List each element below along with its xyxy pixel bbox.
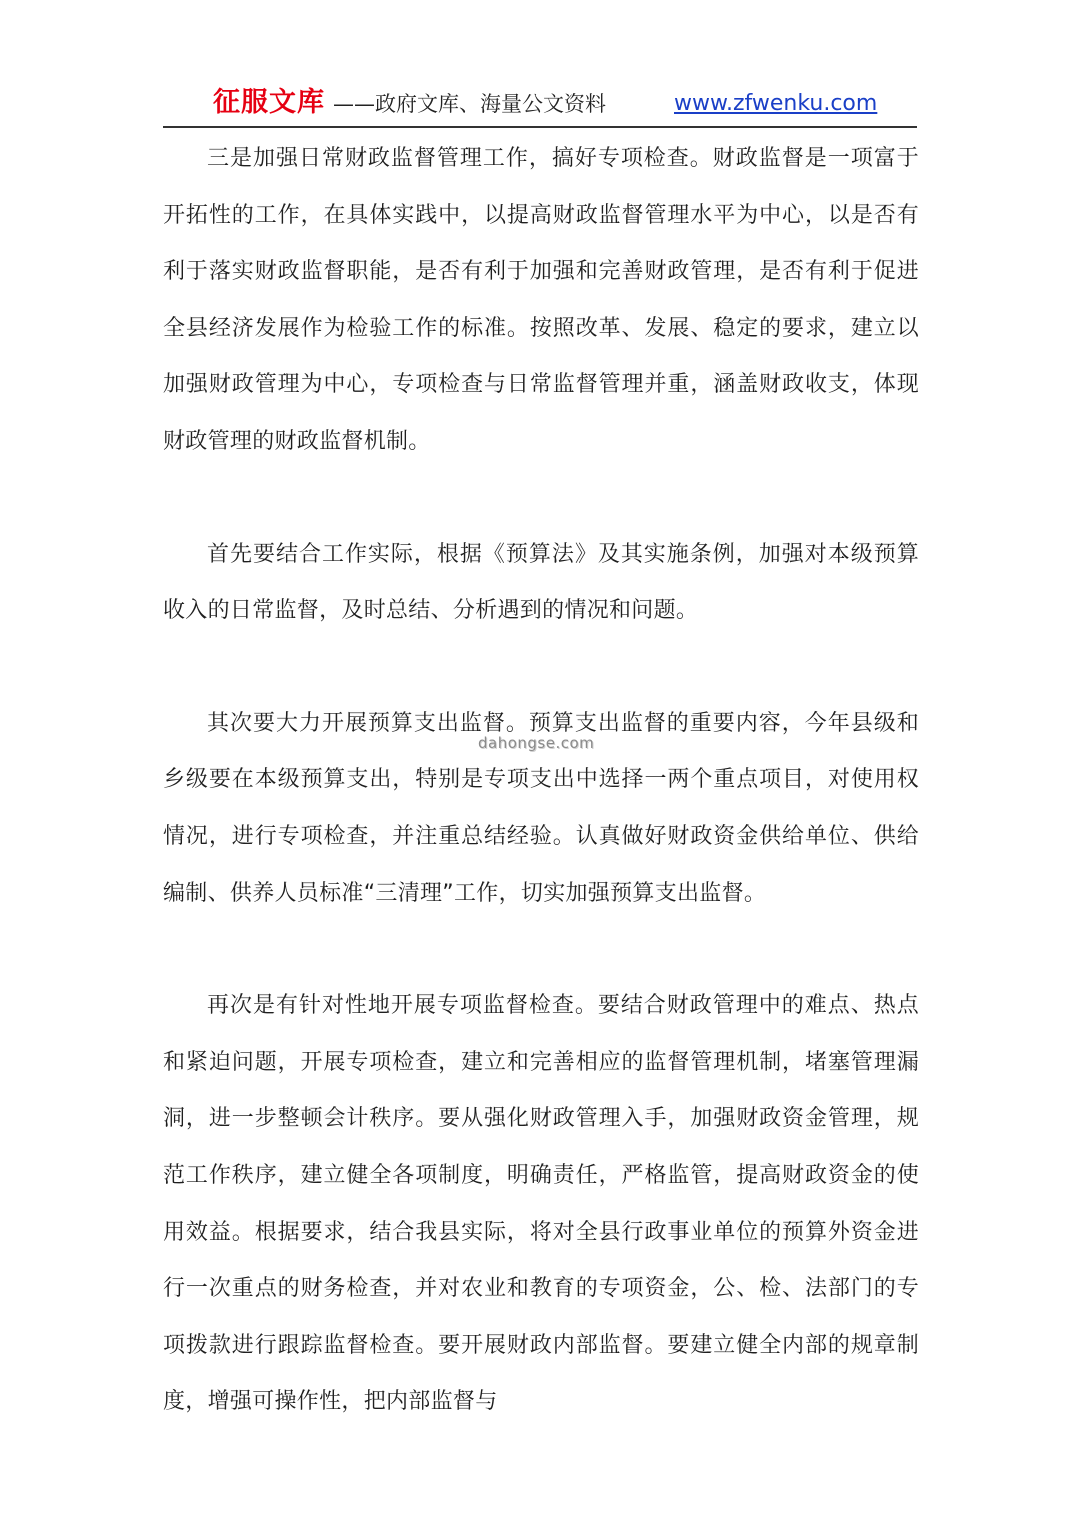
paragraph-spacer xyxy=(163,471,919,527)
watermark-text: dahongse.com xyxy=(478,734,595,752)
paragraph-4: 再次是有针对性地开展专项监督检查。要结合财政管理中的难点、热点和紧迫问题，开展专项检查，建立和完善相应的监督管理机制，堵塞管理漏洞，进一步整顿会计秩序。要从强化财政管理入手，加强财政资金管理，规范工作秩序，建立健全各项制度，明确责任，严格监管，提高财政资金的使用效益。根据要求，结合我县实际，将对全县行政事业单位的预算外资金进行一次重点的财务检查，并对农业和教育的专项资金，公、检、法部门的专项拨款进行跟踪监督检查。要开展财政内部监督。要建立健全内部的规章制度，增强可操作性，把内部监督与 xyxy=(163,993,919,1415)
document-body xyxy=(163,131,919,1431)
paragraph-spacer xyxy=(163,922,919,978)
header-tagline: ——政府文库、海量公文资料 xyxy=(333,92,606,116)
paragraph-1: 三是加强日常财政监督管理工作，搞好专项检查。财政监督是一项富于开拓性的工作，在具体实践中，以提高财政监督管理水平为中心，以是否有利于落实财政监督职能，是否有利于加强和完善财政管理，是否有利于促进全县经济发展作为检验工作的标准。按照改革、发展、稳定的要求，建立以加强财政管理为中心，专项检查与日常监督管理并重，涵盖财政收支，体现财政管理的财政监督机制。 xyxy=(163,146,919,454)
brand-logo-text: 征服文库 xyxy=(213,87,325,118)
paragraph-spacer xyxy=(163,640,919,696)
page-header xyxy=(163,86,917,128)
paragraph-3: 其次要大力开展预算支出监督。预算支出监督的重要内容，今年县级和乡级要在本级预算支出，特别是专项支出中选择一两个重点项目，对使用权情况，进行专项检查，并注重总结经验。认真做好财政资金供给单位、供给编制、供养人员标准“三清理”工作，切实加强预算支出监督。 xyxy=(163,710,919,906)
paragraph-2: 首先要结合工作实际，根据《预算法》及其实施条例，加强对本级预算收入的日常监督，及时总结、分析遇到的情况和问题。 xyxy=(163,541,919,624)
site-url-link[interactable]: www.zfwenku.com xyxy=(674,91,878,116)
